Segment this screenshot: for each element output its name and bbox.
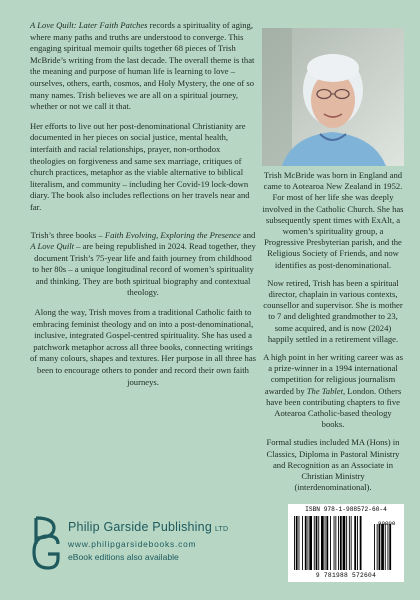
- isbn-number: [292, 506, 400, 513]
- publication-name: The Tablet: [306, 385, 343, 396]
- price-code: 90000: [378, 520, 396, 527]
- publisher-ltd: LTD: [214, 526, 229, 533]
- left-column: [30, 20, 256, 396]
- publisher-logo-icon: [28, 514, 64, 572]
- publisher-block: [28, 514, 268, 574]
- blurb-3-post: – are being republished in 2024. Read together, they document Trish’s 75-year life and faith journey from childhood to her 80s – a unique longitudinal record of women’s spirituality and thinking. They are both spiritual biography and contextual theology.: [32, 241, 256, 298]
- ebook-note: eBook editions also available: [68, 552, 179, 562]
- blurb-paragraph-1: [30, 20, 256, 113]
- isbn-value: ISBN 978-1-988572-60-4: [305, 506, 387, 513]
- blurb-paragraph-2: Her efforts to live out her post-denominational Christianity are documented in her pieces on social justice, mental health, interfaith and racial relationships, prayer, non-orthodox theologies on forgiveness and same sex marriage, critiques of church practices, metaphor as the viable alternative to biblical literalism, and community – including her Covid-19 lock-down diary. The book also includes reflections on her travels near and far.: [30, 120, 250, 212]
- publisher-website[interactable]: www.philipgarsidebooks.com: [68, 539, 197, 549]
- blurb-3-pre: Trish’s three books –: [30, 229, 105, 240]
- publisher-name-text: Philip Garside Publishing: [68, 520, 212, 534]
- ean-number: 9 781988 572604: [315, 572, 377, 579]
- bio-paragraph-1: Trish McBride was born in England and came to Aotearoa New Zealand in 1952. For most of her life she was deeply involved in the Catholic Church. She has subsequently spent times with ExAlt, a women’s spirituality group, a Progressive Presbyterian parish, and the Religious Society of Friends, and now identifies as post-denominational.: [262, 170, 404, 270]
- isbn-barcode: [288, 504, 404, 582]
- bio-3-pre: A high point in her writing career was as a prize-winner in a 1994 international competition for religious journalism awarded by: [263, 352, 403, 396]
- publisher-name: [68, 520, 228, 534]
- blurb-paragraph-3: [30, 230, 256, 300]
- book-title: A Love Quilt: Later Faith Patches: [30, 20, 148, 30]
- bio-paragraph-4: Formal studies included MA (Hons) in Classics, Diploma in Pastoral Ministry and Recognition as an Associate in Christian Ministry (interdenominational).: [266, 437, 400, 493]
- bio-paragraph-2: Now retired, Trish has been a spiritual director, chaplain in various contexts, counsellor and supervisor. She is mother to 7 and delighted grandmother to 23, some acquired, and is now (2024) happily settled in a retirement village.: [263, 277, 403, 344]
- blurb-text-1: records a spirituality of aging, where many paths and truths are understood to converge. This engaging spiritual memoir quilts together 68 pieces of Trish McBride’s writing from the last decade. The overall theme is that the meaning and purpose of human life is learning to love – ourselves, others, earth, cosmos, and Holy Mystery, the one of so many names. Trish believes we are all on a spiritual journey, whether or not we call it that.: [30, 20, 255, 112]
- author-photo: [262, 28, 404, 166]
- book-title-1-2: Faith Evolving, Exploring the Presence: [104, 229, 241, 240]
- blurb-paragraph-4: Along the way, Trish moves from a traditional Catholic faith to embracing feminist theology and on into a post-denominational, inclusive, integrated Gospel-centred spirituality. She has used a patchwork metaphor across all three books, connecting writings of many colours, shapes and textures. Her purpose in all three has been to encourage others to ponder and record their own faith journeys.: [30, 307, 256, 387]
- author-bio-column: [262, 170, 404, 500]
- bio-3-post: , London. Others have been contributing chapters to five Aotearoa Catholic-based theology books.: [266, 385, 402, 430]
- bio-paragraph-3: [262, 352, 404, 430]
- blurb-3-mid: and: [240, 229, 256, 240]
- book-title-3: A Love Quilt: [30, 241, 74, 252]
